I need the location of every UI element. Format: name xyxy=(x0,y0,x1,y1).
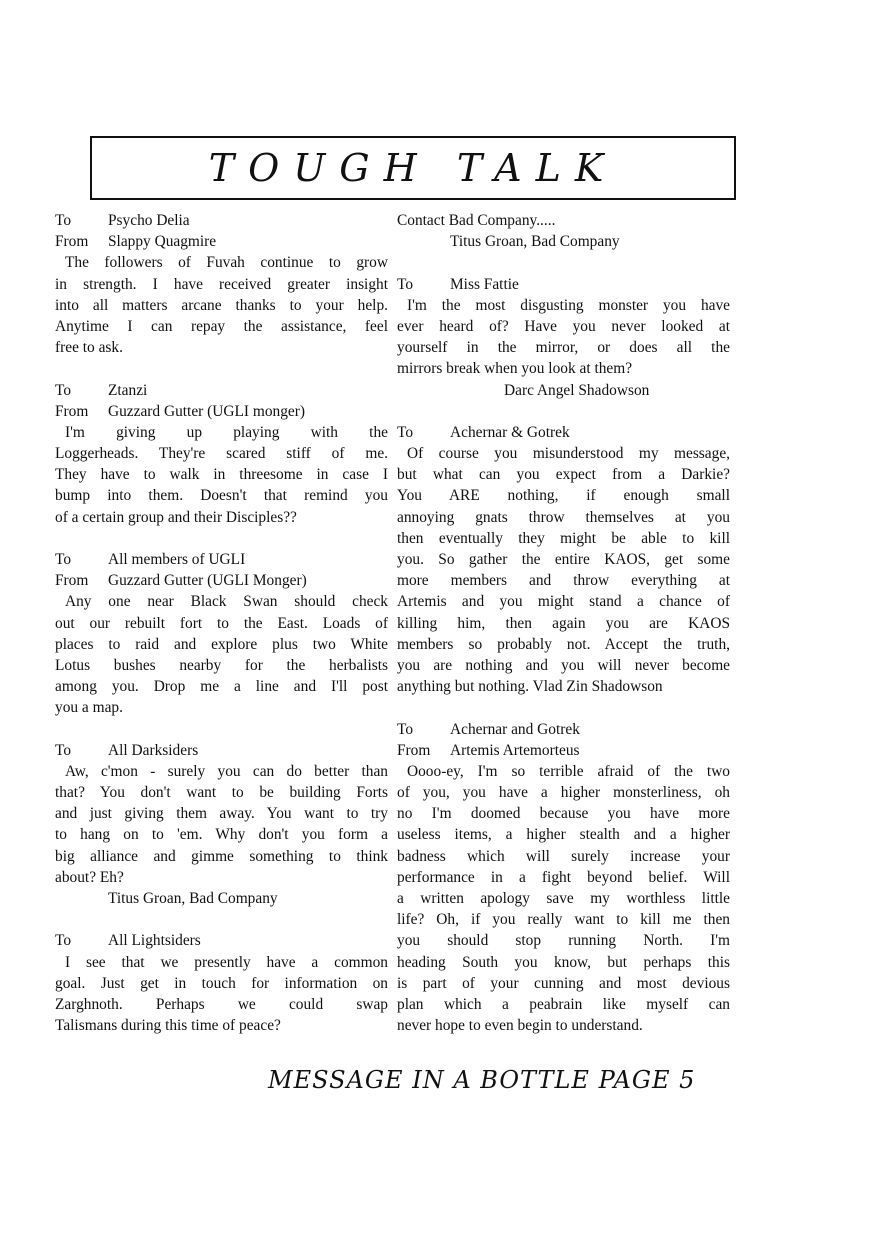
right-column xyxy=(397,210,730,1036)
text-line: then eventually they might be able to kill xyxy=(397,529,730,547)
header-key: From xyxy=(55,402,89,420)
header-value: Ztanzi xyxy=(108,381,148,399)
text-line: anything but nothing. Vlad Zin Shadowson xyxy=(397,678,663,696)
message-header xyxy=(55,549,388,570)
text-line: yourself in the mirror, or does all the xyxy=(397,339,730,357)
text-line: big alliance and gimme something to think xyxy=(55,847,388,865)
text-line: you should stop running North. I'm xyxy=(397,932,730,950)
text-line: heading South you know, but perhaps this xyxy=(397,953,730,971)
text-line: Artemis and you might stand a chance of xyxy=(397,593,730,611)
text-line: Any one near Black Swan should check xyxy=(65,593,388,611)
text-line: among you. Drop me a line and I'll post xyxy=(55,678,388,696)
header-value: Guzzard Gutter (UGLI monger) xyxy=(108,402,306,420)
message-header xyxy=(55,231,388,252)
text-line: into all matters arcane thanks to your help. xyxy=(55,296,388,314)
text-line: more members and throw everything at xyxy=(397,572,730,590)
header-value: Psycho Delia xyxy=(108,212,190,229)
text-line: places to raid and explore plus two White xyxy=(55,635,388,653)
header-key: From xyxy=(55,572,89,590)
text-line: performance in a fight beyond belief. Will xyxy=(397,868,730,886)
spacer xyxy=(55,528,388,549)
header-key: To xyxy=(397,275,414,293)
title-box xyxy=(90,136,736,200)
text-line: but what can you expect from a Darkie? xyxy=(397,466,730,484)
spacer xyxy=(397,252,730,273)
text-line: you. So gather the entire KAOS, get some xyxy=(397,551,730,568)
spacer xyxy=(397,401,730,422)
text-line: you are nothing and you will never become xyxy=(397,656,730,674)
header-value: Achernar and Gotrek xyxy=(450,720,580,738)
text-line: annoying gnats throw themselves at you xyxy=(397,508,730,526)
text-line: in strength. I have received greater insight xyxy=(55,275,388,293)
text-line: They have to walk in threesome in case I xyxy=(55,466,388,484)
header-key: From xyxy=(55,233,89,251)
header-key: To xyxy=(55,551,72,568)
text-line: of you, you have a higher monsterliness, oh xyxy=(397,784,730,802)
message-header xyxy=(55,740,388,761)
message-header xyxy=(397,274,730,295)
header-value: Achernar & Gotrek xyxy=(450,423,570,441)
text-line: that? You don't want to be building Forts xyxy=(55,784,388,802)
spacer xyxy=(55,909,388,930)
spacer xyxy=(55,719,388,740)
header-key: To xyxy=(55,381,72,399)
header-value: Artemis Artemorteus xyxy=(450,741,580,759)
text-line: plan which a peabrain like myself can xyxy=(397,995,730,1013)
text-line: Aw, c'mon - surely you can do better than xyxy=(65,762,388,780)
message-header xyxy=(55,570,388,591)
text-line: The followers of Fuvah continue to grow xyxy=(65,254,388,272)
page-title: TOUGH TALK xyxy=(208,146,618,190)
page-footer: MESSAGE IN A BOTTLE PAGE 5 xyxy=(268,1066,696,1094)
header-key: To xyxy=(55,932,72,950)
text-line: members so probably not. Accept the truth, xyxy=(397,635,730,653)
message-header xyxy=(55,380,388,401)
text-line: out our rebuilt fort to the East. Loads of xyxy=(55,614,388,632)
message-header xyxy=(55,401,388,422)
header-value: All members of UGLI xyxy=(108,551,246,568)
text-line: free to ask. xyxy=(55,339,123,357)
text-line: never hope to even begin to understand. xyxy=(397,1017,643,1035)
text-line: I'm giving up playing with the xyxy=(65,423,388,441)
text-line: of a certain group and their Disciples?? xyxy=(55,508,297,526)
header-value: Guzzard Gutter (UGLI Monger) xyxy=(108,572,307,590)
text-line: no I'm doomed because you have more xyxy=(397,805,730,823)
text-line: Of course you misunderstood my message, xyxy=(407,445,730,463)
text-line: life? Oh, if you really want to kill me then xyxy=(397,911,730,929)
text-line: and just giving them away. You want to try xyxy=(55,805,388,823)
text-line: you a map. xyxy=(55,699,123,717)
header-key: To xyxy=(55,741,72,759)
text-line: about? Eh? xyxy=(55,868,124,886)
message-header xyxy=(55,210,388,231)
message-header xyxy=(397,740,730,761)
text-line: to hang on to 'em. Why don't you form a xyxy=(55,826,388,844)
text-line: Talismans during this time of peace? xyxy=(55,1017,281,1035)
header-value: All Darksiders xyxy=(108,741,199,759)
text-line: Contact Bad Company..... xyxy=(397,212,556,229)
text-line: Anytime I can repay the assistance, feel xyxy=(55,317,388,335)
spacer xyxy=(397,697,730,718)
left-column xyxy=(55,210,388,1036)
header-key: To xyxy=(397,720,414,738)
text-line: goal. Just get in touch for information on xyxy=(55,974,388,992)
header-key: To xyxy=(55,212,72,229)
text-line: is part of your cunning and most devious xyxy=(397,974,730,992)
text-line: Zarghnoth. Perhaps we could swap xyxy=(55,995,388,1013)
message-header xyxy=(397,422,730,443)
header-key: From xyxy=(397,741,431,759)
message-header xyxy=(55,930,388,951)
text-line: mirrors break when you look at them? xyxy=(397,360,633,378)
text-line: Lotus bushes nearby for the herbalists xyxy=(55,656,388,674)
text-line: I see that we presently have a common xyxy=(65,953,388,971)
text-line: You ARE nothing, if enough small xyxy=(397,487,730,505)
text-line: Loggerheads. They're scared stiff of me. xyxy=(55,445,388,463)
text-line: badness which will surely increase your xyxy=(397,847,730,865)
text-line: killing him, then again you are KAOS xyxy=(397,614,730,632)
header-value: Miss Fattie xyxy=(450,275,519,293)
text-line: useless items, a higher stealth and a higher xyxy=(397,826,730,844)
header-value: All Lightsiders xyxy=(108,932,201,950)
spacer xyxy=(55,358,388,379)
message-header xyxy=(397,719,730,740)
text-line: ever heard of? Have you never looked at xyxy=(397,317,730,335)
signature: Darc Angel Shadowson xyxy=(504,381,650,399)
text-line: a written apology save my worthless little xyxy=(397,890,730,907)
header-key: To xyxy=(397,423,414,441)
header-value: Slappy Quagmire xyxy=(108,233,217,251)
text-line: Oooo-ey, I'm so terrible afraid of the two xyxy=(407,762,730,780)
text-line: I'm the most disgusting monster you have xyxy=(407,296,730,314)
signature: Titus Groan, Bad Company xyxy=(450,233,620,251)
signature: Titus Groan, Bad Company xyxy=(108,890,278,907)
text-line: bump into them. Doesn't that remind you xyxy=(55,487,388,505)
